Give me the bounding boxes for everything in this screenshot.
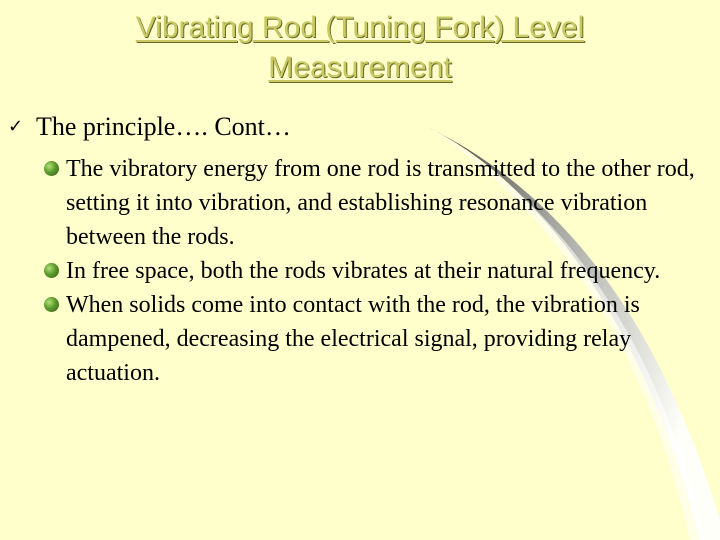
bullet-item — [42, 152, 702, 254]
title-line-2: Measurement — [268, 51, 452, 84]
bullet-text: In free space, both the rods vibrates at their natural frequency. — [66, 258, 661, 284]
green-ball-icon — [44, 263, 59, 278]
title-line-1: Vibrating Rod (Tuning Fork) Level — [135, 11, 585, 44]
green-ball-icon — [44, 297, 59, 312]
slide-title — [20, 8, 700, 88]
heading-text: The principle…. Cont… — [36, 112, 291, 141]
bullet-item — [42, 288, 702, 390]
green-ball-icon — [44, 161, 59, 176]
principle-heading — [8, 108, 708, 146]
check-mark-icon: ✓ — [8, 116, 24, 137]
bullet-item — [42, 254, 702, 288]
bullet-text: When solids come into contact with the rod, the vibration is dampened, decreasing the electrical signal, providing relay actuation. — [66, 292, 640, 386]
bullet-text: The vibratory energy from one rod is transmitted to the other rod, setting it into vibration, and establishing resonance vibration between the rods. — [66, 156, 695, 250]
bullet-list — [42, 152, 702, 390]
